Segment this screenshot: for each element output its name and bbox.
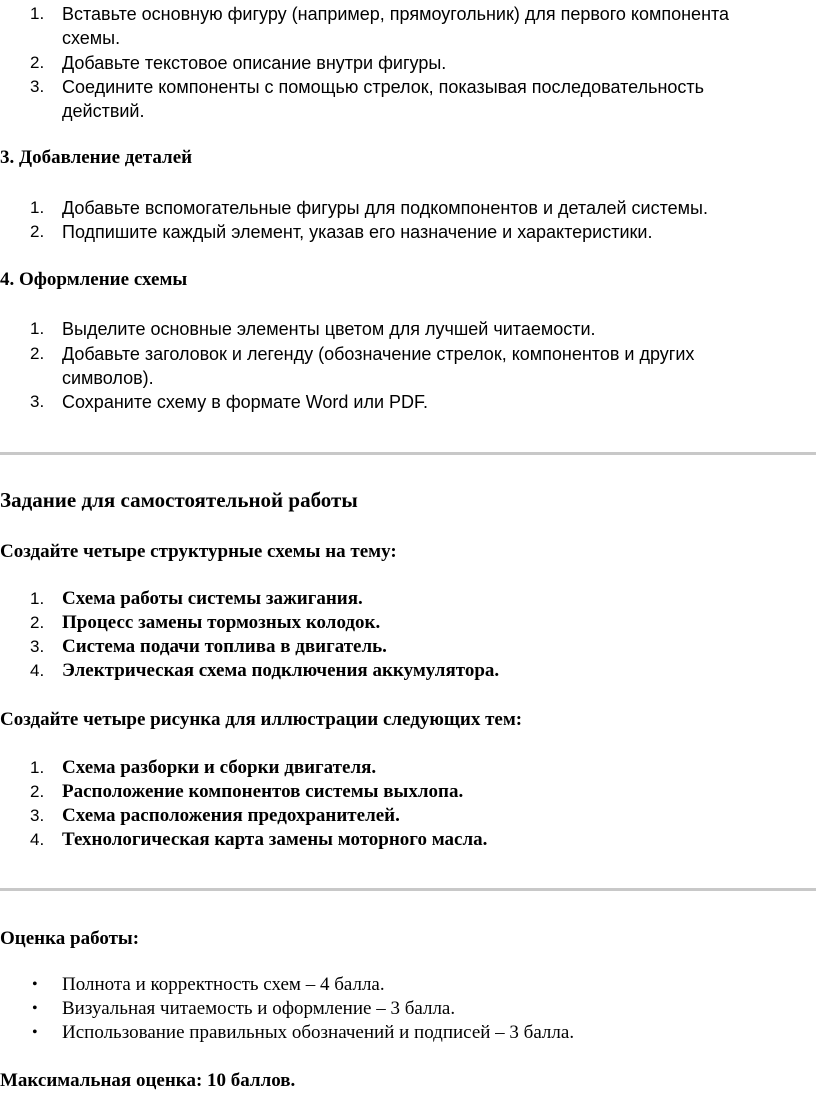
horizontal-divider <box>0 888 816 891</box>
list-item-text: Расположение компонентов системы выхлопа. <box>62 781 464 802</box>
list-item <box>0 780 816 804</box>
list-number: 2. <box>30 782 45 801</box>
list-item <box>0 51 792 75</box>
task-block-heading: Создайте четыре структурные схемы на тему: <box>0 541 397 562</box>
list-item <box>0 220 816 244</box>
list-item <box>0 196 816 220</box>
list-item-text: Полнота и корректность схем – 4 балла. <box>62 974 385 995</box>
list-item-text: Электрическая схема подключения аккумулятора. <box>62 660 500 681</box>
list-number: 1. <box>30 198 45 217</box>
list-item <box>0 1021 816 1045</box>
list-item <box>0 390 816 414</box>
list-item-text: Подпишите каждый элемент, указав его назначение и характеристики. <box>62 222 653 242</box>
list-item-text: Схема разборки и сборки двигателя. <box>62 757 377 778</box>
list-number: 3. <box>30 77 45 96</box>
max-score: Максимальная оценка: 10 баллов. <box>0 1070 296 1091</box>
list-item-text: Система подачи топлива в двигатель. <box>62 636 387 657</box>
list-item <box>0 635 816 659</box>
horizontal-divider <box>0 452 816 455</box>
list-item <box>0 997 816 1021</box>
section-heading: 4. Оформление схемы <box>0 269 188 290</box>
list-item <box>0 2 792 50</box>
task-block-heading: Создайте четыре рисунка для иллюстрации следующих тем: <box>0 709 523 730</box>
list-item <box>0 611 816 635</box>
list-number: 3. <box>30 392 45 411</box>
list-number: 2. <box>30 222 45 241</box>
list-number: 1. <box>30 4 45 23</box>
list-number: 3. <box>30 637 45 656</box>
list-number: 2. <box>30 344 45 363</box>
task-title: Задание для самостоятельной работы <box>0 488 358 512</box>
list-item <box>0 659 816 683</box>
bullet-icon: • <box>32 1024 38 1041</box>
list-item <box>0 828 816 852</box>
list-item-text: Добавьте заголовок и легенду (обозначение стрелок, компонентов и других символов). <box>62 344 695 388</box>
list-item <box>0 804 816 828</box>
list-item <box>0 75 762 123</box>
list-item <box>0 587 816 611</box>
list-item-text: Сохраните схему в формате Word или PDF. <box>62 392 429 412</box>
list-item-text: Добавьте текстовое описание внутри фигуры. <box>62 53 447 73</box>
list-item-text: Выделите основные элементы цветом для лучшей читаемости. <box>62 319 596 339</box>
list-number: 1. <box>30 758 45 777</box>
list-item-text: Схема работы системы зажигания. <box>62 588 363 609</box>
list-item <box>0 342 762 390</box>
list-number: 2. <box>30 613 45 632</box>
list-number: 4. <box>30 830 45 849</box>
list-item <box>0 973 816 997</box>
list-number: 1. <box>30 589 45 608</box>
list-item <box>0 756 816 780</box>
list-number: 3. <box>30 806 45 825</box>
list-item-text: Использование правильных обозначений и подписей – 3 балла. <box>62 1022 575 1043</box>
list-item-text: Добавьте вспомогательные фигуры для подкомпонентов и деталей системы. <box>62 198 708 218</box>
list-number: 1. <box>30 319 45 338</box>
section-heading: 3. Добавление деталей <box>0 147 193 168</box>
list-number: 4. <box>30 661 45 680</box>
bullet-icon: • <box>32 1000 38 1017</box>
list-item-text: Схема расположения предохранителей. <box>62 805 400 826</box>
list-number: 2. <box>30 53 45 72</box>
list-item-text: Вставьте основную фигуру (например, прямоугольник) для первого компонента схемы. <box>62 4 730 48</box>
grading-heading: Оценка работы: <box>0 928 140 949</box>
bullet-icon: • <box>32 976 38 993</box>
list-item-text: Соедините компоненты с помощью стрелок, показывая последовательность действий. <box>62 77 705 121</box>
list-item-text: Визуальная читаемость и оформление – 3 балла. <box>62 998 456 1019</box>
list-item-text: Процесс замены тормозных колодок. <box>62 612 381 633</box>
list-item-text: Технологическая карта замены моторного масла. <box>62 829 488 850</box>
list-item <box>0 317 816 341</box>
